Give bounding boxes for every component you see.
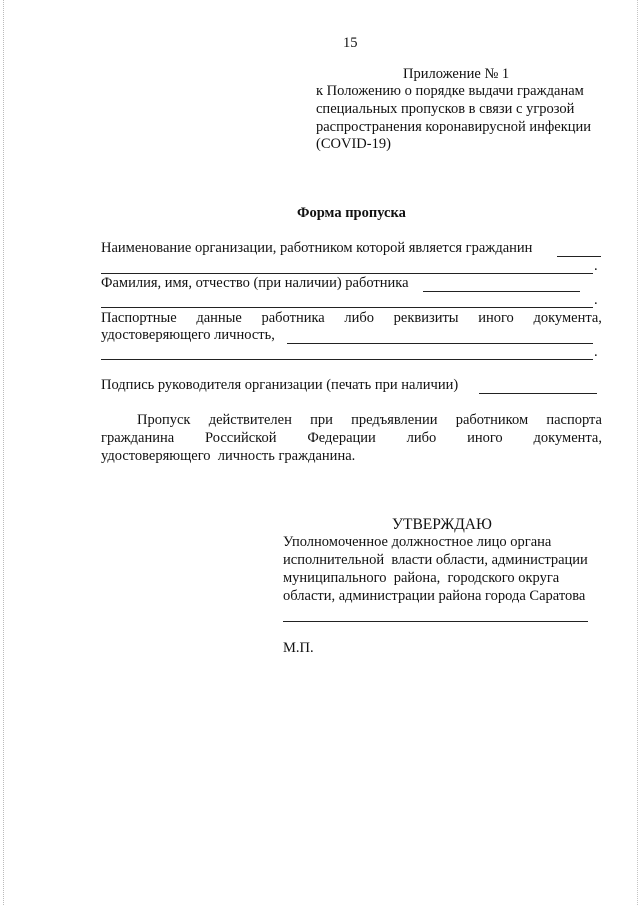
passport-word: реквизиты [393,310,459,326]
appendix-title: Приложение № 1 [403,66,510,82]
validity-word: либо [406,430,437,446]
approval-heading: УТВЕРЖДАЮ [392,516,492,533]
passport-blank-line2 [101,359,593,360]
validity-word: Пропуск [137,412,191,428]
appendix-line: распространения коронавирусной инфекции [316,119,592,135]
validity-word: документа, [533,430,602,446]
validity-word: действителен [208,412,292,428]
signature-blank [479,393,597,394]
validity-word: паспорта [546,412,602,428]
validity-line1 [137,412,602,429]
appendix-line: (COVID-19) [316,136,391,152]
page-number: 15 [343,35,358,51]
passport-label-line2: удостоверяющего личность, [101,327,275,343]
validity-word: Российской [205,430,277,446]
approval-line: области, администрации района города Саратова [283,588,586,604]
org-name-label: Наименование организации, работником которой является гражданин [101,240,533,256]
approval-line: муниципального района, городского округа [283,570,560,586]
org-name-blank [557,256,601,257]
validity-word: гражданина [101,430,175,446]
approval-line: исполнительной власти области, администрации [283,552,588,568]
validity-line3: удостоверяющего личность гражданина. [101,448,356,464]
passport-word: работника [261,310,325,326]
passport-label-line1 [101,310,602,327]
validity-word: при [310,412,333,428]
passport-blank [287,343,593,344]
validity-word: работником [455,412,529,428]
fio-blank-line2 [101,307,593,308]
approval-line: Уполномоченное должностное лицо органа [283,534,552,550]
scan-edge-right [637,0,638,905]
passport-word: иного [478,310,514,326]
passport-word: либо [344,310,374,326]
fio-label: Фамилия, имя, отчество (при наличии) работника [101,275,409,291]
passport-word: Паспортные [101,310,177,326]
form-title: Форма пропуска [297,205,406,221]
passport-period: . [594,344,598,360]
org-name-blank-line2 [101,273,593,274]
passport-word: данные [196,310,242,326]
validity-word: Федерации [307,430,376,446]
fio-blank [423,291,580,292]
approval-signature-blank [283,621,588,622]
appendix-line: к Положению о порядке выдачи гражданам [316,83,584,99]
org-name-period: . [594,258,598,274]
scan-edge-left [3,0,4,905]
passport-word: документа, [533,310,602,326]
fio-period: . [594,292,598,308]
validity-word: иного [467,430,503,446]
validity-line2 [101,430,602,447]
validity-word: предъявлении [351,412,438,428]
appendix-line: специальных пропусков в связи с угрозой [316,101,575,117]
stamp-label: М.П. [283,640,314,656]
signature-label: Подпись руководителя организации (печать при наличии) [101,377,459,393]
